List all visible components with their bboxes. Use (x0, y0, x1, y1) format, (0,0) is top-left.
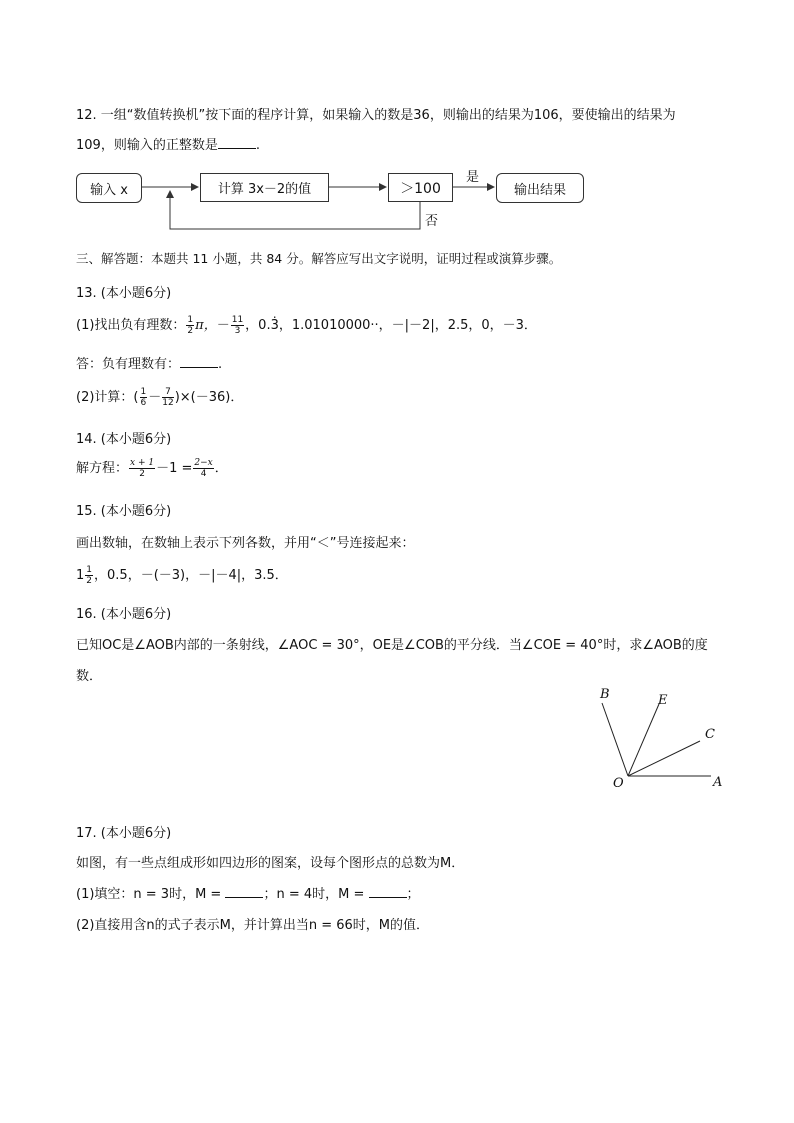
q17-part1-b: ；n = 4时，M = (263, 887, 365, 902)
q13-answer-end: . (218, 357, 223, 372)
q12-line2-end: . (255, 138, 260, 153)
label-C: C (705, 727, 715, 742)
q17-part1-c: ； (406, 887, 420, 902)
q13-frac-sixth: $\frac{1}{6}$ (140, 387, 147, 408)
q13-frac-seven-twelfths: $\frac{7}{12}$ (162, 387, 174, 408)
q17-header: 17. (本小题6分) (76, 826, 172, 841)
q13-neg: － (216, 318, 230, 333)
flow-output-box: 输出结果 (496, 173, 584, 203)
q13-header: 13. (本小题6分) (76, 286, 172, 301)
q14-end: ． (214, 461, 228, 476)
q15-mixed-whole: 1 (76, 568, 85, 583)
q12-line2-text: 109，则输入的正整数是 (76, 138, 218, 153)
q14-frac-right: $\frac{2-x}{4}$ (194, 458, 213, 479)
q14-prefix: 解方程： (76, 461, 129, 476)
q13-part2-prefix: (2)计算：( (76, 390, 139, 405)
q15-line1: 画出数轴，在数轴上表示下列各数，并用“＜”号连接起来： (76, 536, 415, 551)
ray-OE (628, 704, 659, 776)
label-B: B (600, 687, 610, 702)
label-E: E (658, 693, 668, 708)
q16-line2: 数． (76, 669, 103, 684)
label-O: O (613, 776, 624, 791)
flow-yes-label: 是 (466, 170, 480, 185)
q13-frac-eleven-thirds: $\frac{11}{3}$ (231, 315, 244, 336)
q16-line1: 已知OC是∠AOB内部的一条射线，∠AOC = 30°，OE是∠COB的平分线．当∠COE = 40°时，求∠AOB的度 (76, 638, 708, 653)
q16-header: 16. (本小题6分) (76, 607, 172, 622)
q17-part2: (2)直接用含n的式子表示M，并计算出当n = 66时，M的值． (76, 918, 430, 933)
q17-blank-n4[interactable] (369, 886, 407, 898)
q17-part1 (76, 883, 420, 902)
q15-header: 15. (本小题6分) (76, 504, 172, 519)
q12-line1: 12. 一组“数值转换机”按下面的程序计算，如果输入的数是36，则输出的结果为106，要使输出的结果为 (76, 108, 676, 123)
flow-compare-box: ＞100 (388, 173, 453, 202)
q17-blank-n3[interactable] (225, 886, 263, 898)
q14-frac-left: $\frac{x + 1}{2}$ (130, 458, 155, 479)
q17-line1: 如图，有一些点组成形如四边形的图案，设每个图形点的总数为M． (76, 856, 465, 871)
q13-part2-suffix: )×(－36)． (174, 390, 244, 405)
q13-frac-half: $\frac{1}{2}$ (187, 315, 194, 336)
flow-no-label: 否 (425, 214, 439, 229)
q17-part1-a: (1)填空：n = 3时，M = (76, 887, 222, 902)
q13-part1-rest: ，0.3̇，1.01010000··，－|－2|，2.5，0，－3． (245, 318, 537, 333)
section3-heading: 三、解答题：本题共 11 小题，共 84 分。解答应写出文字说明，证明过程或演算步骤。 (76, 251, 562, 266)
q15-mixed-frac: $\frac{1}{2}$ (86, 565, 93, 586)
label-A: A (713, 775, 723, 790)
q13-pi: π， (195, 318, 217, 333)
ray-OB (602, 703, 628, 776)
q14-header: 14. (本小题6分) (76, 432, 172, 447)
q13-minus: － (148, 390, 162, 405)
q13-answer-text: 答：负有理数有： (76, 357, 181, 372)
ray-OC (628, 741, 700, 776)
q13-part1-prefix: (1)找出负有理数： (76, 318, 186, 333)
flow-input-box: 输入 x (76, 173, 142, 203)
q14-mid: －1 = (156, 461, 193, 476)
flow-compute-box: 计算 3x－2的值 (200, 173, 329, 202)
q15-numbers-rest: ，0.5，－(－3)，－|－4|，3.5． (94, 568, 288, 583)
